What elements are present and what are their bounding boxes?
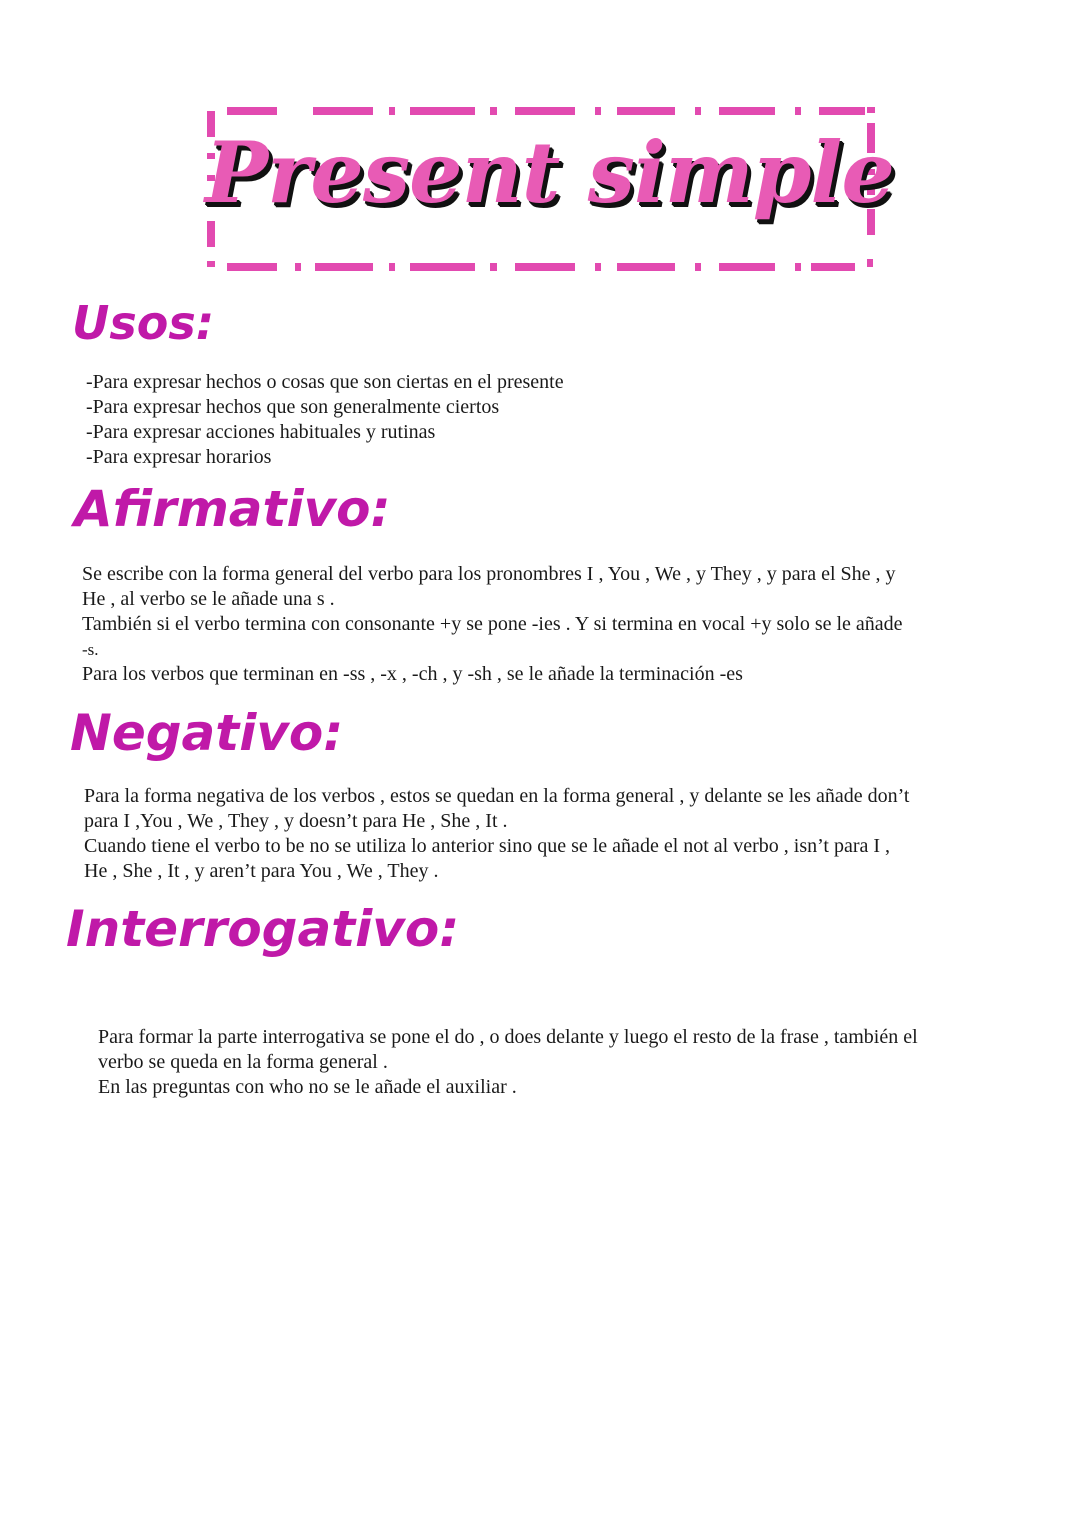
- negativo-line: He , She , It , y aren’t para You , We , They .: [84, 860, 439, 882]
- interrogativo-text: [98, 1025, 918, 1100]
- afirmativo-line: He , al verbo se le añade una s .: [82, 588, 335, 610]
- usos-list: [86, 370, 564, 470]
- usos-line: -Para expresar hechos que son generalmente ciertos: [86, 396, 500, 418]
- negativo-line: Cuando tiene el verbo to be no se utiliza lo anterior sino que se le añade el not al verbo , isn’t para I ,: [84, 835, 891, 857]
- title-frame: [205, 105, 894, 275]
- heading-afirmativo: Afirmativo:: [74, 480, 391, 538]
- heading-interrogativo: Interrogativo:: [66, 900, 460, 958]
- afirmativo-line: También si el verbo termina con consonante +y se pone -ies . Y si termina en vocal +y solo se le añade: [82, 613, 903, 635]
- usos-line: -Para expresar hechos o cosas que son ciertas en el presente: [86, 371, 564, 393]
- afirmativo-text: [82, 562, 903, 687]
- negativo-line: para I ,You , We , They , y doesn’t para He , She , It .: [84, 810, 508, 832]
- interrogativo-line: verbo se queda en la forma general .: [98, 1051, 388, 1073]
- negativo-text: [84, 784, 909, 884]
- interrogativo-line: Para formar la parte interrogativa se pone el do , o does delante y luego el resto de la frase , también el: [98, 1026, 918, 1048]
- afirmativo-line: -s.: [82, 640, 99, 659]
- afirmativo-line: Se escribe con la forma general del verbo para los pronombres I , You , We , y They , y para el She , y: [82, 563, 896, 585]
- heading-negativo: Negativo:: [70, 704, 344, 762]
- interrogativo-line: En las preguntas con who no se le añade el auxiliar .: [98, 1076, 517, 1098]
- negativo-line: Para la forma negativa de los verbos , estos se quedan en la forma general , y delante se les añade don’t: [84, 785, 910, 807]
- afirmativo-line: Para los verbos que terminan en -ss , -x , -ch , y -sh , se le añade la terminación -es: [82, 663, 743, 685]
- page-title: Present simple: [205, 123, 894, 222]
- heading-usos: Usos:: [72, 296, 215, 350]
- usos-line: -Para expresar horarios: [86, 446, 272, 468]
- usos-line: -Para expresar acciones habituales y rutinas: [86, 421, 436, 443]
